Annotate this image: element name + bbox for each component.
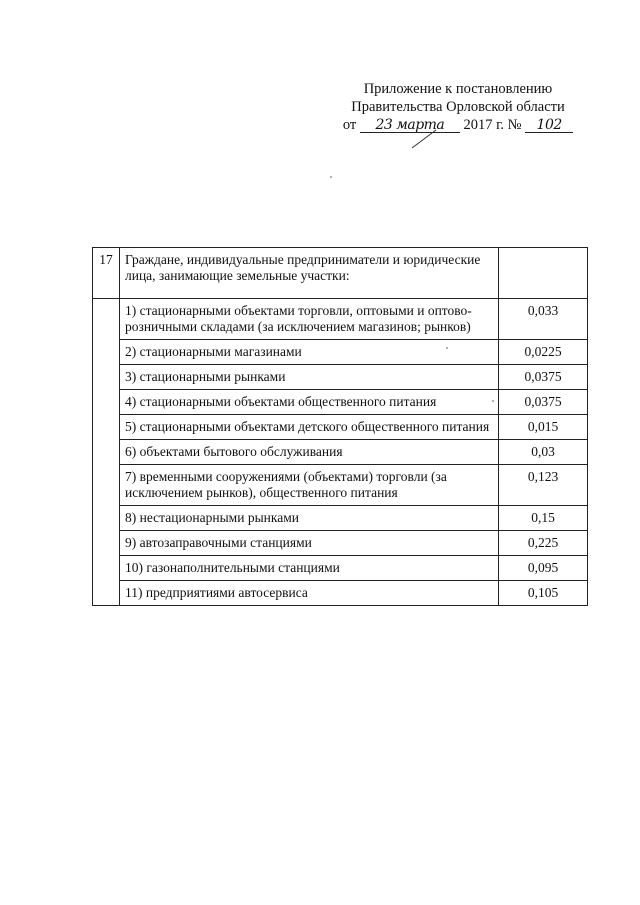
row-label: 5) стационарными объектами детского общественного питания (120, 415, 499, 440)
scan-speck (330, 176, 332, 178)
row-value: 0,15 (499, 506, 588, 531)
date-prefix: от (342, 117, 357, 133)
table-row (93, 556, 588, 581)
table-row (93, 440, 588, 465)
row-value: 0,033 (499, 299, 588, 340)
document-header (328, 80, 588, 134)
table-row (93, 340, 588, 365)
row-value: 0,225 (499, 531, 588, 556)
row-label: 3) стационарными рынками (120, 365, 499, 390)
row-label: 10) газонаполнительными станциями (120, 556, 499, 581)
header-line-2: Правительства Орловской области (351, 99, 565, 115)
table-row (93, 465, 588, 506)
row-label: 7) временными сооружениями (объектами) торговли (за исключением рынков), общественного питания (120, 465, 499, 506)
row-value: 0,123 (499, 465, 588, 506)
heading-value-cell (499, 248, 588, 299)
row-label: 4) стационарными объектами общественного питания (120, 390, 499, 415)
header-date-line (328, 116, 588, 134)
pen-stroke-mark (408, 128, 438, 150)
row-value: 0,0225 (499, 340, 588, 365)
row-label: 2) стационарными магазинами (120, 340, 499, 365)
scan-speck (446, 347, 448, 349)
table-row (93, 415, 588, 440)
table-row (93, 365, 588, 390)
row-label: 8) нестационарными рынками (120, 506, 499, 531)
row-value: 0,015 (499, 415, 588, 440)
row-label: 6) объектами бытового обслуживания (120, 440, 499, 465)
table-heading: Граждане, индивидуальные предприниматели и юридические лица, занимающие земельные участки: (120, 248, 499, 299)
handwritten-number: 102 (525, 118, 573, 133)
row-value: 0,095 (499, 556, 588, 581)
table-row (93, 581, 588, 606)
table-row (93, 506, 588, 531)
row-value: 0,0375 (499, 365, 588, 390)
row-value: 0,0375 (499, 390, 588, 415)
table-row (93, 299, 588, 340)
row-value: 0,03 (499, 440, 588, 465)
table-row (93, 531, 588, 556)
year-text: 2017 г. № (463, 117, 522, 133)
row-label: 11) предприятиями автосервиса (120, 581, 499, 606)
row-label: 9) автозаправочными станциями (120, 531, 499, 556)
row-value: 0,105 (499, 581, 588, 606)
rates-table (92, 247, 588, 606)
header-line-1: Приложение к постановлению (363, 81, 553, 97)
scan-speck (492, 400, 494, 402)
handwritten-date: 23 марта (360, 118, 460, 133)
row-number: 17 (93, 248, 120, 299)
row-label: 1) стационарными объектами торговли, оптовыми и оптово-розничными складами (за исключением магазинов; рынков) (120, 299, 499, 340)
table-heading-row (93, 248, 588, 299)
table-row (93, 390, 588, 415)
